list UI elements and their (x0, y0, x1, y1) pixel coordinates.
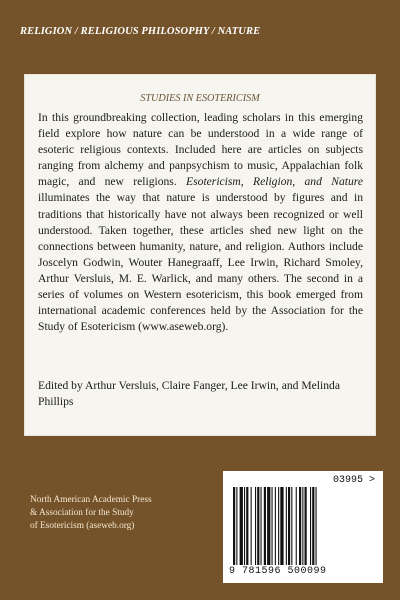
category-label: RELIGION / RELIGIOUS PHILOSOPHY / NATURE (20, 26, 261, 37)
publisher-line-3: of Esotericism (aseweb.org) (30, 521, 135, 532)
book-description (38, 110, 363, 335)
description-text-2: illuminates the way that nature is understood by figures and in traditions that historically have not always been recognized or well understood. Taken together, these articles shed new light on the connections between humanity, nature, and religion. Authors include Joscelyn Godwin, Wouter Hanegraaff, Lee Irwin, Richard Smoley, Arthur Versluis, M. E. Warlick, and many others. The second in a series of volumes on Western esotericism, this book emerged from international academic conferences held by the Association for the Study of Esotericism (www.aseweb.org). (38, 191, 363, 334)
isbn-number: 9 781596 500099 (229, 566, 327, 577)
series-title: STUDIES IN ESOTERICISM (140, 93, 260, 104)
description-text-1: In this groundbreaking collection, leading scholars in this emerging field explore how nature can be understood in a wide range of esoteric religious contexts. Included here are articles on subjects ranging from alchemy and panpsychism to music, Appalachian folk magic, and new religions. (38, 111, 363, 189)
publisher-line-2: & Association for the Study (30, 508, 134, 519)
description-panel (24, 74, 376, 436)
editors-credit: Edited by Arthur Versluis, Claire Fanger, Lee Irwin, and Melinda Phillips (38, 379, 340, 409)
barcode-icon (231, 487, 376, 567)
book-title-italic: Esotericism, Religion, and Nature (186, 175, 363, 189)
barcode-area (223, 471, 383, 583)
publisher-info (30, 494, 152, 534)
publisher-line-1: North American Academic Press (30, 495, 152, 505)
price-code: 03995 > (332, 475, 375, 486)
